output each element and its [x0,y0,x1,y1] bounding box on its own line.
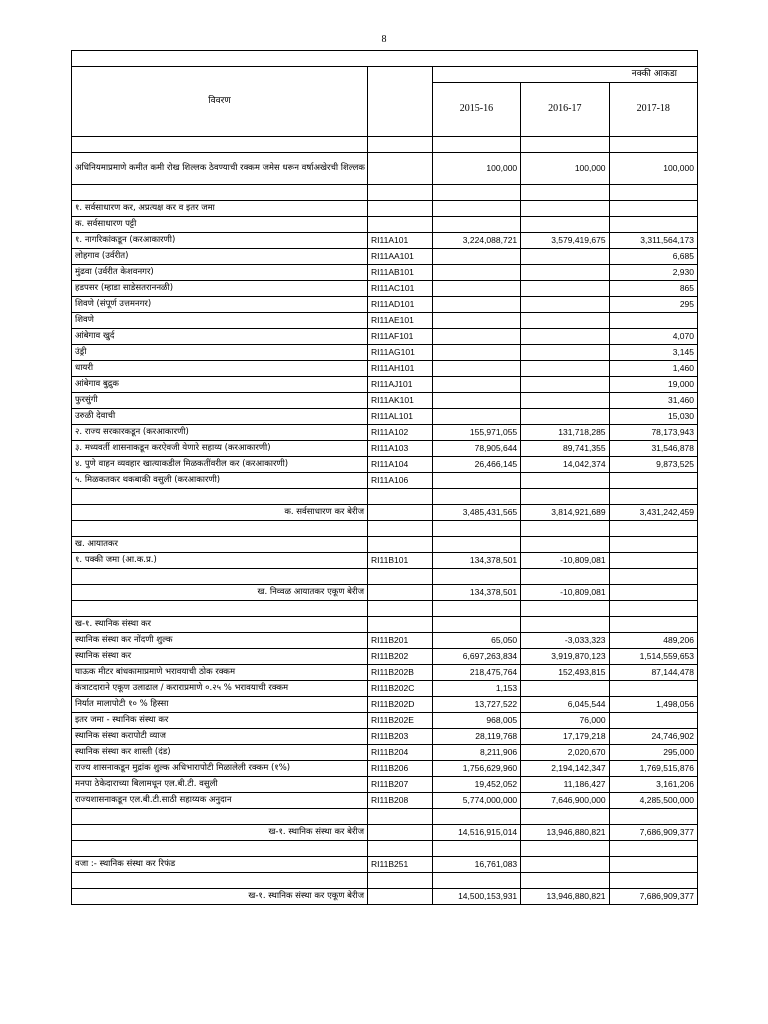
empty-cell [72,489,368,505]
row-description: ४. पुणे वाहन व्यवहार खात्याकडील मिळकतींवरील कर (करआकारणी) [72,457,368,473]
empty-cell [609,521,697,537]
row-value-2017-18 [609,681,697,697]
row-account-code: RI11B204 [368,745,433,761]
row-description: राज्य शासनाकडून मुद्रांक शुल्क अधिभारापोटी मिळालेली रक्कम (१%) [72,761,368,777]
row-description: १. सर्वसाधारण कर, अप्रत्यक्ष कर व इतर जमा [72,201,368,217]
row-account-code: RI11A101 [368,233,433,249]
header-final-figures: नक्की आकडा [432,67,697,83]
empty-cell [368,809,433,825]
row-description: उंड्री [72,345,368,361]
row-value-2015-16 [432,409,520,425]
row-value-2015-16: 134,378,501 [432,585,520,601]
row-description: राज्यशासनाकडून एल.बी.टी.साठी सहाय्यक अनुदान [72,793,368,809]
row-account-code: RI11B207 [368,777,433,793]
row-value-2016-17 [521,377,609,393]
row-value-2015-16 [432,473,520,489]
row-value-2015-16 [432,329,520,345]
row-description: वजा :- स्थानिक संस्था कर रिफंड [72,857,368,873]
row-value-2017-18: 3,431,242,459 [609,505,697,521]
row-description: ख-१. स्थानिक संस्था कर [72,617,368,633]
table-header [72,51,698,137]
row-value-2015-16: 134,378,501 [432,553,520,569]
row-description: २. राज्य सरकारकडून (करआकारणी) [72,425,368,441]
row-value-2015-16 [432,217,520,233]
row-value-2015-16: 1,153 [432,681,520,697]
row-account-code [368,537,433,553]
table-row [72,473,698,489]
table-row [72,249,698,265]
row-value-2015-16: 6,697,263,834 [432,649,520,665]
row-value-2017-18 [609,473,697,489]
row-account-code: RI11B202E [368,713,433,729]
row-value-2017-18 [609,313,697,329]
header-year: 2015-16 [432,83,520,137]
empty-cell [72,809,368,825]
row-value-2015-16: 78,905,644 [432,441,520,457]
spacer-row [72,489,698,505]
row-value-2016-17 [521,265,609,281]
row-description: मुंढवा (उर्वरीत केशवनगर) [72,265,368,281]
empty-cell [521,809,609,825]
empty-cell [521,489,609,505]
row-value-2015-16 [432,537,520,553]
row-value-2015-16: 218,475,764 [432,665,520,681]
empty-cell [609,873,697,889]
empty-cell [72,137,368,153]
table-row [72,201,698,217]
row-description: आंबेगाव खुर्द [72,329,368,345]
row-account-code: RI11AL101 [368,409,433,425]
row-value-2015-16 [432,617,520,633]
row-description: स्थानिक संस्था कर शास्ती (दंड) [72,745,368,761]
header-description: विवरण [72,67,368,137]
row-value-2017-18: 31,460 [609,393,697,409]
row-value-2015-16 [432,281,520,297]
table-row [72,649,698,665]
spacer-row [72,873,698,889]
empty-cell [521,601,609,617]
row-value-2016-17 [521,409,609,425]
row-value-2017-18: 31,546,878 [609,441,697,457]
header-top-cell [72,51,698,67]
row-value-2016-17 [521,281,609,297]
row-description: ३. मध्यवर्ती शासनाकडून करऐवजी येणारे सहाय्य (करआकारणी) [72,441,368,457]
row-description: शिवणे (संपूर्ण उत्तमनगर) [72,297,368,313]
spacer-row [72,185,698,201]
row-description: ख-१. स्थानिक संस्था कर एकूण बेरीज [72,889,368,905]
row-account-code: RI11B202 [368,649,433,665]
row-account-code [368,217,433,233]
table-body [72,137,698,905]
header-year: 2017-18 [609,83,697,137]
row-value-2016-17 [521,297,609,313]
table-row [72,745,698,761]
row-value-2016-17 [521,857,609,873]
row-account-code: RI11AF101 [368,329,433,345]
empty-cell [368,569,433,585]
table-row [72,297,698,313]
row-value-2017-18: 295 [609,297,697,313]
header-group-row [72,67,698,83]
row-value-2015-16: 26,466,145 [432,457,520,473]
empty-cell [368,841,433,857]
empty-cell [609,137,697,153]
row-value-2015-16 [432,361,520,377]
row-value-2017-18: 100,000 [609,153,697,185]
empty-cell [609,489,697,505]
header-top-row [72,51,698,67]
empty-cell [521,841,609,857]
row-description: इतर जमा - स्थानिक संस्था कर [72,713,368,729]
total-row [72,825,698,841]
table-row [72,617,698,633]
row-account-code: RI11B202D [368,697,433,713]
header-year: 2016-17 [521,83,609,137]
row-value-2016-17 [521,617,609,633]
row-value-2017-18 [609,617,697,633]
row-account-code [368,889,433,905]
empty-cell [368,137,433,153]
empty-cell [609,569,697,585]
row-value-2015-16: 16,761,083 [432,857,520,873]
row-description: स्थानिक संस्था करापोटी व्याज [72,729,368,745]
empty-cell [368,185,433,201]
table-row [72,153,698,185]
table-row [72,377,698,393]
spacer-row [72,521,698,537]
total-row [72,889,698,905]
empty-cell [72,185,368,201]
row-description: आंबेगाव बुद्रुक [72,377,368,393]
table-row [72,537,698,553]
row-value-2015-16: 155,971,055 [432,425,520,441]
row-value-2016-17: 131,718,285 [521,425,609,441]
row-description: निर्यात मालापोटी १० % हिस्सा [72,697,368,713]
row-account-code: RI11B202B [368,665,433,681]
row-value-2017-18: 1,514,559,653 [609,649,697,665]
row-value-2016-17 [521,473,609,489]
row-value-2016-17: 6,045,544 [521,697,609,713]
row-account-code: RI11AA101 [368,249,433,265]
empty-cell [432,873,520,889]
row-value-2015-16 [432,313,520,329]
row-value-2017-18 [609,857,697,873]
row-account-code: RI11B201 [368,633,433,649]
empty-cell [609,185,697,201]
row-value-2016-17 [521,393,609,409]
row-value-2017-18: 295,000 [609,745,697,761]
row-value-2015-16: 14,516,915,014 [432,825,520,841]
row-account-code [368,201,433,217]
table-row [72,233,698,249]
row-value-2016-17 [521,681,609,697]
row-description: ख. निव्वळ आयातकर एकूण बेरीज [72,585,368,601]
empty-cell [368,873,433,889]
table-row [72,633,698,649]
row-description: कंत्राटदाराने एकूण उलाढाल / कराराप्रमाणे ०.२५ % भरावयाची रक्कम [72,681,368,697]
row-value-2017-18: 3,145 [609,345,697,361]
row-value-2015-16: 19,452,052 [432,777,520,793]
table-row [72,729,698,745]
row-account-code [368,153,433,185]
empty-cell [432,137,520,153]
row-value-2017-18: 24,746,902 [609,729,697,745]
row-value-2016-17: 2,020,670 [521,745,609,761]
row-account-code: RI11B202C [368,681,433,697]
table-row [72,441,698,457]
row-account-code [368,505,433,521]
table-row [72,793,698,809]
table-row [72,777,698,793]
empty-cell [432,601,520,617]
empty-cell [432,185,520,201]
table-row [72,409,698,425]
empty-cell [368,601,433,617]
table-row [72,345,698,361]
empty-cell [432,841,520,857]
empty-cell [432,809,520,825]
row-account-code: RI11B251 [368,857,433,873]
empty-cell [368,489,433,505]
total-row [72,505,698,521]
row-value-2016-17 [521,345,609,361]
row-value-2017-18: 7,686,909,377 [609,889,697,905]
row-value-2015-16: 13,727,522 [432,697,520,713]
row-value-2017-18: 1,769,515,876 [609,761,697,777]
row-value-2016-17: 3,919,870,123 [521,649,609,665]
row-value-2017-18: 2,930 [609,265,697,281]
empty-cell [432,521,520,537]
row-value-2016-17 [521,249,609,265]
row-description: धायरी [72,361,368,377]
row-value-2015-16: 3,485,431,565 [432,505,520,521]
row-value-2015-16: 65,050 [432,633,520,649]
table-row [72,217,698,233]
table-row [72,457,698,473]
row-value-2017-18: 7,686,909,377 [609,825,697,841]
row-value-2016-17: -3,033,323 [521,633,609,649]
table-row [72,553,698,569]
row-value-2016-17: -10,809,081 [521,585,609,601]
row-value-2015-16: 28,119,768 [432,729,520,745]
row-value-2015-16: 1,756,629,960 [432,761,520,777]
row-account-code: RI11A103 [368,441,433,457]
row-account-code: RI11AE101 [368,313,433,329]
spacer-row [72,137,698,153]
row-value-2016-17: 3,579,419,675 [521,233,609,249]
row-value-2016-17: 13,946,880,821 [521,825,609,841]
row-value-2016-17 [521,329,609,345]
row-description: उरुळी देवाची [72,409,368,425]
spacer-row [72,601,698,617]
row-value-2016-17 [521,361,609,377]
row-value-2016-17: 13,946,880,821 [521,889,609,905]
row-value-2017-18 [609,713,697,729]
page-number: 8 [381,34,387,45]
row-description: क. सर्वसाधारण कर बेरीज [72,505,368,521]
table-row [72,681,698,697]
table-row [72,329,698,345]
empty-cell [72,521,368,537]
row-description: घाऊक मीटर बांधकामाप्रमाणे भरावयाची ठोक रक्कम [72,665,368,681]
row-description: स्थानिक संस्था कर [72,649,368,665]
row-value-2017-18: 3,161,206 [609,777,697,793]
table-row [72,361,698,377]
row-value-2015-16: 100,000 [432,153,520,185]
table-row [72,713,698,729]
row-value-2017-18: 15,030 [609,409,697,425]
row-value-2016-17: 89,741,355 [521,441,609,457]
table-row [72,425,698,441]
row-value-2016-17: 17,179,218 [521,729,609,745]
total-row [72,585,698,601]
row-account-code: RI11B208 [368,793,433,809]
empty-cell [72,601,368,617]
empty-cell [72,841,368,857]
budget-table [71,50,698,905]
row-value-2016-17 [521,537,609,553]
empty-cell [521,137,609,153]
row-value-2016-17 [521,313,609,329]
row-account-code [368,825,433,841]
row-account-code [368,585,433,601]
row-account-code: RI11B203 [368,729,433,745]
row-description: स्थानिक संस्था कर नोंदणी शुल्क [72,633,368,649]
row-description: क. सर्वसाधारण पट्टी [72,217,368,233]
row-value-2015-16 [432,297,520,313]
row-account-code: RI11A106 [368,473,433,489]
row-value-2015-16: 968,005 [432,713,520,729]
row-account-code: RI11AH101 [368,361,433,377]
table-row [72,313,698,329]
row-value-2016-17: 3,814,921,689 [521,505,609,521]
empty-cell [368,521,433,537]
row-description: १. पक्की जमा (आ.क.प्र.) [72,553,368,569]
row-value-2016-17: 7,646,900,000 [521,793,609,809]
empty-cell [72,873,368,889]
table-row [72,761,698,777]
row-account-code: RI11AD101 [368,297,433,313]
row-description: मनपा ठेकेदाराच्या बिलामधून एल.बी.टी. वसुली [72,777,368,793]
row-value-2017-18: 9,873,525 [609,457,697,473]
row-value-2017-18: 19,000 [609,377,697,393]
empty-cell [72,569,368,585]
row-value-2017-18: 1,498,056 [609,697,697,713]
row-value-2016-17: -10,809,081 [521,553,609,569]
row-account-code: RI11AC101 [368,281,433,297]
row-account-code: RI11A104 [368,457,433,473]
row-value-2015-16 [432,249,520,265]
row-value-2017-18: 3,311,564,173 [609,233,697,249]
empty-cell [521,521,609,537]
row-value-2017-18 [609,553,697,569]
table-row [72,265,698,281]
row-value-2016-17: 152,493,815 [521,665,609,681]
table-row [72,393,698,409]
row-value-2017-18 [609,217,697,233]
row-description: शिवणे [72,313,368,329]
spacer-row [72,809,698,825]
row-value-2015-16: 5,774,000,000 [432,793,520,809]
row-value-2017-18: 78,173,943 [609,425,697,441]
empty-cell [609,601,697,617]
row-description: अधिनियमाप्रमाणे कमीत कमी रोख शिल्लक ठेवण्याची रक्कम जमेस धरून वर्षाअखेरची शिल्लक [72,153,368,185]
row-description: लोहगाव (उर्वरीत) [72,249,368,265]
row-value-2017-18 [609,537,697,553]
table-row [72,697,698,713]
row-value-2017-18: 489,206 [609,633,697,649]
empty-cell [521,569,609,585]
row-description: ख. आयातकर [72,537,368,553]
empty-cell [432,569,520,585]
empty-cell [609,809,697,825]
row-account-code: RI11A102 [368,425,433,441]
row-value-2017-18: 4,070 [609,329,697,345]
row-value-2016-17 [521,201,609,217]
row-value-2015-16: 3,224,088,721 [432,233,520,249]
row-account-code: RI11AJ101 [368,377,433,393]
row-account-code: RI11AK101 [368,393,433,409]
row-account-code: RI11B101 [368,553,433,569]
row-value-2015-16: 8,211,906 [432,745,520,761]
row-value-2015-16: 14,500,153,931 [432,889,520,905]
row-value-2017-18: 87,144,478 [609,665,697,681]
row-value-2016-17 [521,217,609,233]
row-value-2017-18: 1,460 [609,361,697,377]
table-row [72,665,698,681]
row-value-2017-18: 6,685 [609,249,697,265]
row-value-2016-17: 11,186,427 [521,777,609,793]
row-account-code: RI11B206 [368,761,433,777]
row-account-code: RI11AB101 [368,265,433,281]
row-description: १. नागरिकांकडून (करआकारणी) [72,233,368,249]
row-account-code [368,617,433,633]
row-description: ख-१. स्थानिक संस्था कर बेरीज [72,825,368,841]
row-value-2017-18: 865 [609,281,697,297]
row-description: फुरसुंगी [72,393,368,409]
empty-cell [609,841,697,857]
spacer-row [72,569,698,585]
row-value-2015-16 [432,265,520,281]
row-value-2017-18 [609,585,697,601]
row-value-2015-16 [432,201,520,217]
empty-cell [432,489,520,505]
empty-cell [521,873,609,889]
row-value-2015-16 [432,377,520,393]
row-value-2016-17: 100,000 [521,153,609,185]
row-description: ५. मिळकतकर थकबाकी वसुली (करआकारणी) [72,473,368,489]
spacer-row [72,841,698,857]
row-value-2016-17: 14,042,374 [521,457,609,473]
row-value-2017-18 [609,201,697,217]
row-value-2015-16 [432,345,520,361]
empty-cell [521,185,609,201]
row-value-2015-16 [432,393,520,409]
row-account-code: RI11AG101 [368,345,433,361]
row-value-2016-17: 76,000 [521,713,609,729]
row-value-2017-18: 4,285,500,000 [609,793,697,809]
table-row [72,281,698,297]
table-row [72,857,698,873]
row-description: हडपसर (म्हाडा साडेसतराननळी) [72,281,368,297]
header-code-cell [368,67,433,137]
row-value-2016-17: 2,194,142,347 [521,761,609,777]
